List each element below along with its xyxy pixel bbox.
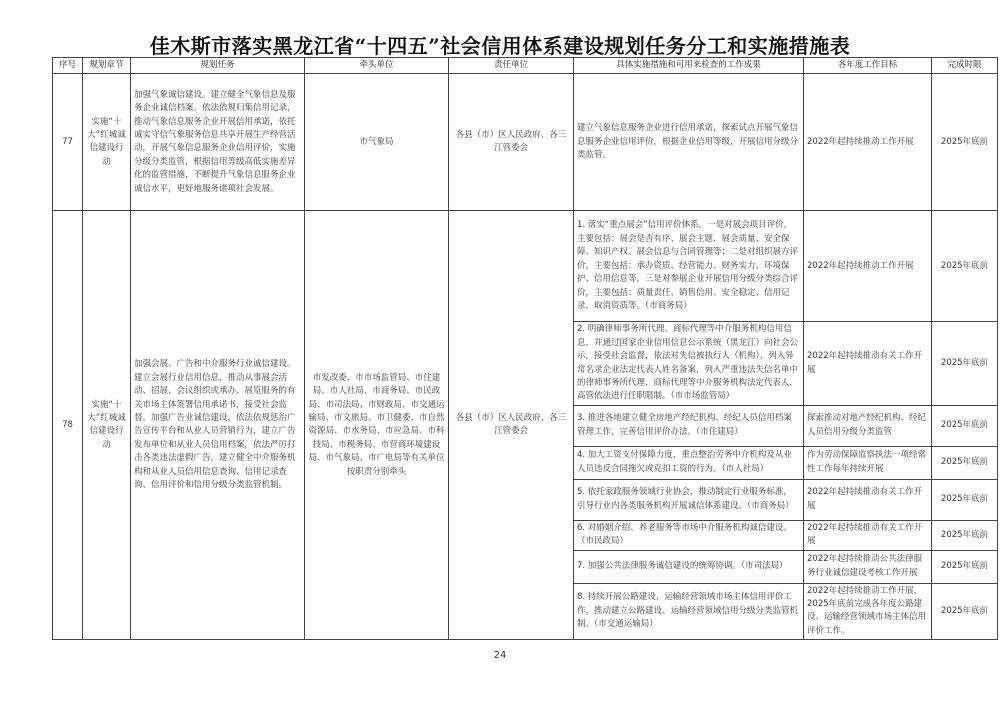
responsible-unit-cell: 各县（市）区人民政府、各三江管委会	[449, 211, 574, 640]
measure-cell: 建立气象信息服务企业进行信用承诺，探索试点开展气象信息服务企业信用评价，根据企业信用等级，开展信用分级分类监管。	[574, 74, 804, 211]
header-cell: 牵头单位	[305, 58, 449, 74]
task-cell: 加强气象诚信建设。建立健全气象信息及服务企业诚信档案。依法依规归集信用记录，推动气象信息服务企业开展信用承诺，依托诚实守信气象服务信息共享开展生产经营活动，开展气象信息服务企业信用评价，实施分级分类监管，根据信用等级高低实施差异化的监管措施，不断提升气象信息服务企业诚信水平，更好地服务诸项社会发展。	[131, 74, 305, 211]
deadline-cell: 2025年底前	[932, 583, 998, 640]
row-number: 78	[53, 211, 83, 640]
lead-unit-cell: 市发改委、市市场监管局、市住建局、市人社局、市商务局、市民政局、市司法局、市财政局、市交通运输局、市文旅局、市卫健委、市自然资源局、市水务局、市应急局、市科技局、市税务局、市营商环境建设局、市气象局、市广电局等有关单位按职责分别牵头	[305, 211, 449, 640]
deadline-cell: 2025年底前	[932, 479, 998, 520]
deadline-cell: 2025年底前	[932, 405, 998, 446]
goal-cell: 2022年起持续推动有关工作开展	[804, 322, 932, 405]
header-cell: 各年度工作目标	[804, 58, 932, 74]
goal-cell: 2022年起持续推动工作开展	[804, 74, 932, 211]
header-cell: 规划章节	[83, 58, 131, 74]
deadline-cell: 2025年底前	[932, 322, 998, 405]
header-cell: 规划任务	[131, 58, 305, 74]
task-cell: 加强会展、广告和中介服务行业诚信建设。建立会展行业信用信息，推动从事展会活动、招展、会议组织或承办、展览服务的有关市场主体签署信用承诺书，接受社会监督。加强广告业诚信建设，依法依规惩治广告宣传平台和从业人员营销行为，建立广告发布单位和从业人员信用档案，依法严厉打击各类违法虚假广告，建立健全中介服务机构和从业人员信用信息查询、信用记录查询、信用评价和信用分级分类监管机制。	[131, 211, 305, 640]
measure-cell: 2. 明确律师事务所代理、商标代理等中介服务机构信用信息，并通过国家企业信用信息公示系统（黑龙江）向社会公示，接受社会监督，依法对失信被执行人（机构）、列入异常名录企业法定代表人姓名备案，列入严重违法失信名单中的律师事务所代理、商标代理等中介服务机构法定代表人，高管依法进行任职限制。（市市场监管局）	[574, 322, 804, 405]
page-title: 佳木斯市落实黑龙江省“十四五”社会信用体系建设规划任务分工和实施措施表	[149, 34, 851, 58]
goal-cell: 作为劳动保障监察执法一项经常性工作每年持续开展	[804, 446, 932, 479]
deadline-cell: 2025年底前	[932, 520, 998, 550]
table-row	[53, 211, 998, 322]
goal-cell: 探索推动对地产经纪机构、经纪人员信用分级分类监管	[804, 405, 932, 446]
goal-cell: 2022年起持续推动工作开展	[804, 211, 932, 322]
deadline-cell: 2025年底前	[932, 446, 998, 479]
deadline-cell: 2025年底前	[932, 74, 998, 211]
chapter-cell: 实施“十大”红城诚信建设行动	[83, 211, 131, 640]
header-cell: 责任单位	[449, 58, 574, 74]
responsible-unit-cell: 各县（市）区人民政府、各三江管委会	[449, 74, 574, 211]
goal-cell: 2022年起持续推动工作开展，2025年底前完成各年度公路建设、运输经营领域市场主体信用评价工作。	[804, 583, 932, 640]
goal-cell: 2022年起持续推动公共法律服务行业诚信建设考核工作开展	[804, 550, 932, 583]
lead-unit-cell: 市气象局	[305, 74, 449, 211]
header-cell: 完成时限	[932, 58, 998, 74]
table-row	[53, 74, 998, 211]
measure-cell: 1. 落实“重点展会”信用评价体系，一是对展会项目评价，主要包括：展会是否有序、展会主题、展会质量、安全保障、知识产权、展会信息与合同管理等；二是对组织展方评价，主要包括：承办资质、经营能力、财务实力、环境保护、信用信息等，三是对参展企业开展信用分级分类综合评价，主要包括：质量责任、销售信用、安全稳定、信用记录、取消资质等。（市商务局）	[574, 211, 804, 322]
deadline-cell: 2025年底前	[932, 211, 998, 322]
header-row	[53, 58, 998, 74]
chapter-cell: 实施“十大”红城诚信建设行动	[83, 74, 131, 211]
measure-cell: 3. 推进各地建立健全房地产经纪机构、经纪人员信用档案管理工作，完善信用评价办法。（市住建局）	[574, 405, 804, 446]
deadline-cell: 2025年底前	[932, 550, 998, 583]
measure-cell: 7. 加强公共法律服务诚信建设的统筹协调。（市司法局）	[574, 550, 804, 583]
row-number: 77	[53, 74, 83, 211]
task-table	[52, 57, 998, 640]
measure-cell: 4. 加大工资支付保障力度，重点整治劳务中介机构及从业人员违反合同拖欠或克扣工资的行为。（市人社局）	[574, 446, 804, 479]
measure-cell: 8. 持续开展公路建设、运输经营领域市场主体信用评价工作，推动建立公路建设、运输经营领域信用分级分类监管机制。（市交通运输局）	[574, 583, 804, 640]
goal-cell: 2022年起持续推动有关工作开展	[804, 479, 932, 520]
measure-cell: 5. 依托家政服务领域行业协会，推动制定行业服务标准，引导行业内各类服务机构开展诚信体系建设。（市商务局）	[574, 479, 804, 520]
header-cell: 序号	[53, 58, 83, 74]
header-cell: 具体实施措施和可用来检查的工作成果	[574, 58, 804, 74]
page-number: 24	[493, 650, 507, 661]
measure-cell: 6. 对婚姻介绍、养老服务等市场中介服务机构诚信建设。（市民政局）	[574, 520, 804, 550]
goal-cell: 2022年起持续推动有关工作开展	[804, 520, 932, 550]
